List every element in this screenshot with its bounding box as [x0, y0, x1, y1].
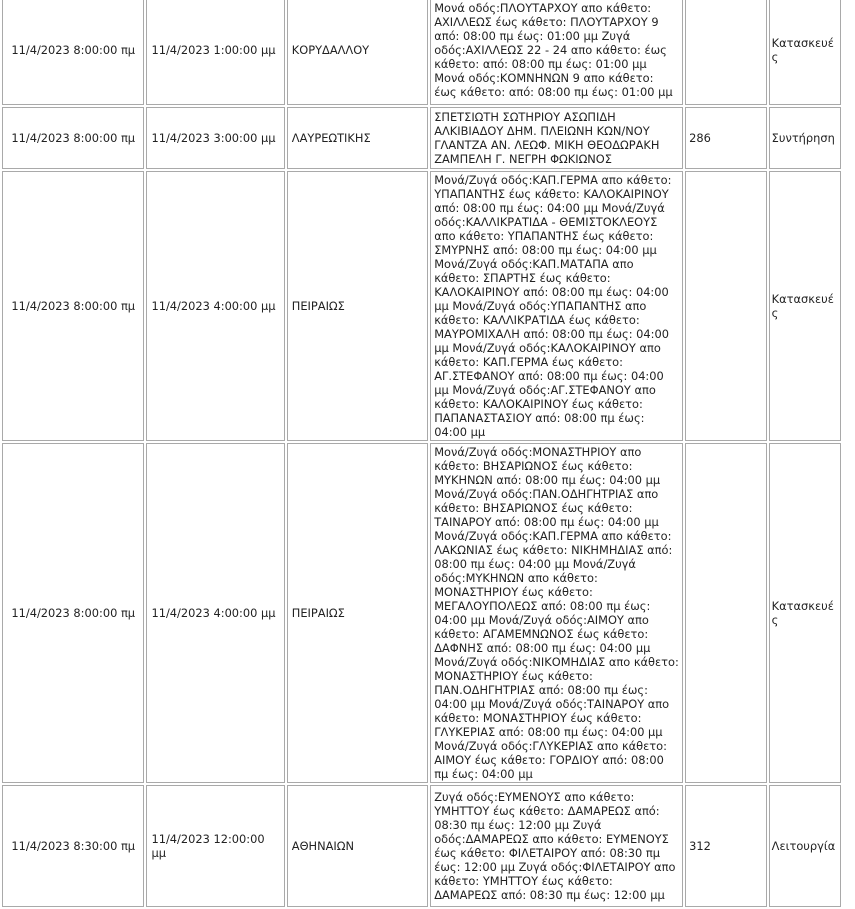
streets-cell: Μονά οδός:ΠΛΟΥΤΑΡΧΟΥ απο κάθετο: ΑΧΙΛΛΕΩΣ έως κάθετο: ΠΛΟΥΤΑΡΧΟΥ 9 από: 08:00 πμ έως: 01:00 μμ Ζυγά οδός:ΑΧΙΛΛΕΩΣ 22 - 24 απο κάθετο: έως κάθετο: από: 08:00 πμ έως: 01:00 μμ Μονά οδός:ΚΟΜΝΗΝΩΝ 9 απο κάθετο: έως κάθετο: από: 08:00 πμ έως: 01:00 μμ	[430, 0, 683, 105]
customers-cell	[685, 171, 767, 441]
table-row	[2, 107, 841, 169]
start-time-cell: 11/4/2023 8:00:00 πμ	[2, 107, 144, 169]
table-row	[2, 171, 841, 441]
streets-cell: Μονά/Ζυγά οδός:ΚΑΠ.ΓΕΡΜΑ απο κάθετο: ΥΠΑΠΑΝΤΗΣ έως κάθετο: ΚΑΛΟΚΑΙΡΙΝΟΥ από: 08:00 πμ έως: 04:00 μμ Μονά/Ζυγά οδός:ΚΑΛΛΙΚΡΑΤΙΔΑ - ΘΕΜΙΣΤΟΚΛΕΟΥΣ απο κάθετο: ΥΠΑΠΑΝΤΗΣ έως κάθετο: ΣΜΥΡΝΗΣ από: 08:00 πμ έως: 04:00 μμ Μονά/Ζυγά οδός:ΚΑΠ.ΜΑΤΑΠΑ απο κάθετο: ΣΠΑΡΤΗΣ έως κάθετο: ΚΑΛΟΚΑΙΡΙΝΟΥ από: 08:00 πμ έως: 04:00 μμ Μονά/Ζυγά οδός:ΥΠΑΠΑΝΤΗΣ απο κάθετο: ΚΑΛΛΙΚΡΑΤΙΔΑ έως κάθετο: ΜΑΥΡΟΜΙΧΑΛΗ από: 08:00 πμ έως: 04:00 μμ Μονά/Ζυγά οδός:ΚΑΛΟΚΑΙΡΙΝΟΥ απο κάθετο: ΚΑΠ.ΓΕΡΜΑ έως κάθετο: ΑΓ.ΣΤΕΦΑΝΟΥ από: 08:00 πμ έως: 04:00 μμ Μονά/Ζυγά οδός:ΑΓ.ΣΤΕΦΑΝΟΥ απο κάθετο: ΚΑΛΟΚΑΙΡΙΝΟΥ έως κάθετο: ΠΑΠΑΝΑΣΤΑΣΙΟΥ από: 08:00 πμ έως: 04:00 μμ	[430, 171, 683, 441]
end-time-cell: 11/4/2023 4:00:00 μμ	[146, 171, 284, 441]
area-cell: ΚΟΡΥΔΑΛΛΟΥ	[287, 0, 428, 105]
reason-cell: Συντήρηση	[769, 107, 841, 169]
area-cell: ΑΘΗΝΑΙΩΝ	[287, 785, 428, 907]
area-cell: ΠΕΙΡΑΙΩΣ	[287, 171, 428, 441]
table-row	[2, 0, 841, 105]
start-time-cell: 11/4/2023 8:30:00 πμ	[2, 785, 144, 907]
customers-cell	[685, 0, 767, 105]
area-cell: ΛΑΥΡΕΩΤΙΚΗΣ	[287, 107, 428, 169]
start-time-cell: 11/4/2023 8:00:00 πμ	[2, 0, 144, 105]
end-time-cell: 11/4/2023 3:00:00 μμ	[146, 107, 284, 169]
streets-cell: ΣΠΕΤΣΙΩΤΗ ΣΩΤΗΡΙΟΥ ΑΣΩΠΙΔΗ ΑΛΚΙΒΙΑΔΟΥ ΔΗΜ. ΠΛΕΙΩΝΗ ΚΩΝ/ΝΟΥ ΓΛΑΝΤΖΑ ΑΝ. ΛΕΩΦ. ΜΙΚΗ ΘΕΟΔΩΡΑΚΗ ΖΑΜΠΕΛΗ Γ. ΝΕΓΡΗ ΦΩΚΙΩΝΟΣ	[430, 107, 683, 169]
area-cell: ΠΕΙΡΑΙΩΣ	[287, 443, 428, 783]
streets-cell: Ζυγά οδός:ΕΥΜΕΝΟΥΣ απο κάθετο: ΥΜΗΤΤΟΥ έως κάθετο: ΔΑΜΑΡΕΩΣ από: 08:30 πμ έως: 12:00 μμ Ζυγά οδός:ΔΑΜΑΡΕΩΣ απο κάθετο: ΕΥΜΕΝΟΥΣ έως κάθετο: ΦΙΛΕΤΑΙΡΟΥ από: 08:30 πμ έως: 12:00 μμ Ζυγά οδός:ΦΙΛΕΤΑΙΡΟΥ απο κάθετο: ΥΜΗΤΤΟΥ έως κάθετο: ΔΑΜΑΡΕΩΣ από: 08:30 πμ έως: 12:00 μμ	[430, 785, 683, 907]
table-row	[2, 443, 841, 783]
start-time-cell: 11/4/2023 8:00:00 πμ	[2, 443, 144, 783]
customers-cell	[685, 443, 767, 783]
reason-cell: Λειτουργία	[769, 785, 841, 907]
streets-cell: Μονά/Ζυγά οδός:ΜΟΝΑΣΤΗΡΙΟΥ απο κάθετο: ΒΗΣΑΡΙΩΝΟΣ έως κάθετο: ΜΥΚΗΝΩΝ από: 08:00 πμ έως: 04:00 μμ Μονά/Ζυγά οδός:ΠΑΝ.ΟΔΗΓΗΤΡΙΑΣ απο κάθετο: ΒΗΣΑΡΙΩΝΟΣ έως κάθετο: ΤΑΙΝΑΡΟΥ από: 08:00 πμ έως: 04:00 μμ Μονά/Ζυγά οδός:ΚΑΠ.ΓΕΡΜΑ απο κάθετο: ΛΑΚΩΝΙΑΣ έως κάθετο: ΝΙΚΗΜΗΔΙΑΣ από: 08:00 πμ έως: 04:00 μμ Μονά/Ζυγά οδός:ΜΥΚΗΝΩΝ απο κάθετο: ΜΟΝΑΣΤΗΡΙΟΥ έως κάθετο: ΜΕΓΑΛΟΥΠΟΛΕΩΣ από: 08:00 πμ έως: 04:00 μμ Μονά/Ζυγά οδός:ΑΙΜΟΥ απο κάθετο: ΑΓΑΜΕΜΝΩΝΟΣ έως κάθετο: ΔΑΦΝΗΣ από: 08:00 πμ έως: 04:00 μμ Μονά/Ζυγά οδός:ΝΙΚΟΜΗΔΙΑΣ απο κάθετο: ΜΟΝΑΣΤΗΡΙΟΥ έως κάθετο: ΠΑΝ.ΟΔΗΓΗΤΡΙΑΣ από: 08:00 πμ έως: 04:00 μμ Μονά/Ζυγά οδός:ΤΑΙΝΑΡΟΥ απο κάθετο: ΜΟΝΑΣΤΗΡΙΟΥ έως κάθετο: ΓΛΥΚΕΡΙΑΣ από: 08:00 πμ έως: 04:00 μμ Μονά/Ζυγά οδός:ΓΛΥΚΕΡΙΑΣ απο κάθετο: ΑΙΜΟΥ έως κάθετο: ΓΟΡΔΙΟΥ από: 08:00 πμ έως: 04:00 μμ	[430, 443, 683, 783]
reason-cell: Κατασκευές	[769, 0, 841, 105]
table-row	[2, 785, 841, 907]
end-time-cell: 11/4/2023 12:00:00 μμ	[146, 785, 284, 907]
reason-cell: Κατασκευές	[769, 171, 841, 441]
end-time-cell: 11/4/2023 4:00:00 μμ	[146, 443, 284, 783]
start-time-cell: 11/4/2023 8:00:00 πμ	[2, 171, 144, 441]
customers-cell: 286	[685, 107, 767, 169]
customers-cell: 312	[685, 785, 767, 907]
reason-cell: Κατασκευές	[769, 443, 841, 783]
end-time-cell: 11/4/2023 1:00:00 μμ	[146, 0, 284, 105]
